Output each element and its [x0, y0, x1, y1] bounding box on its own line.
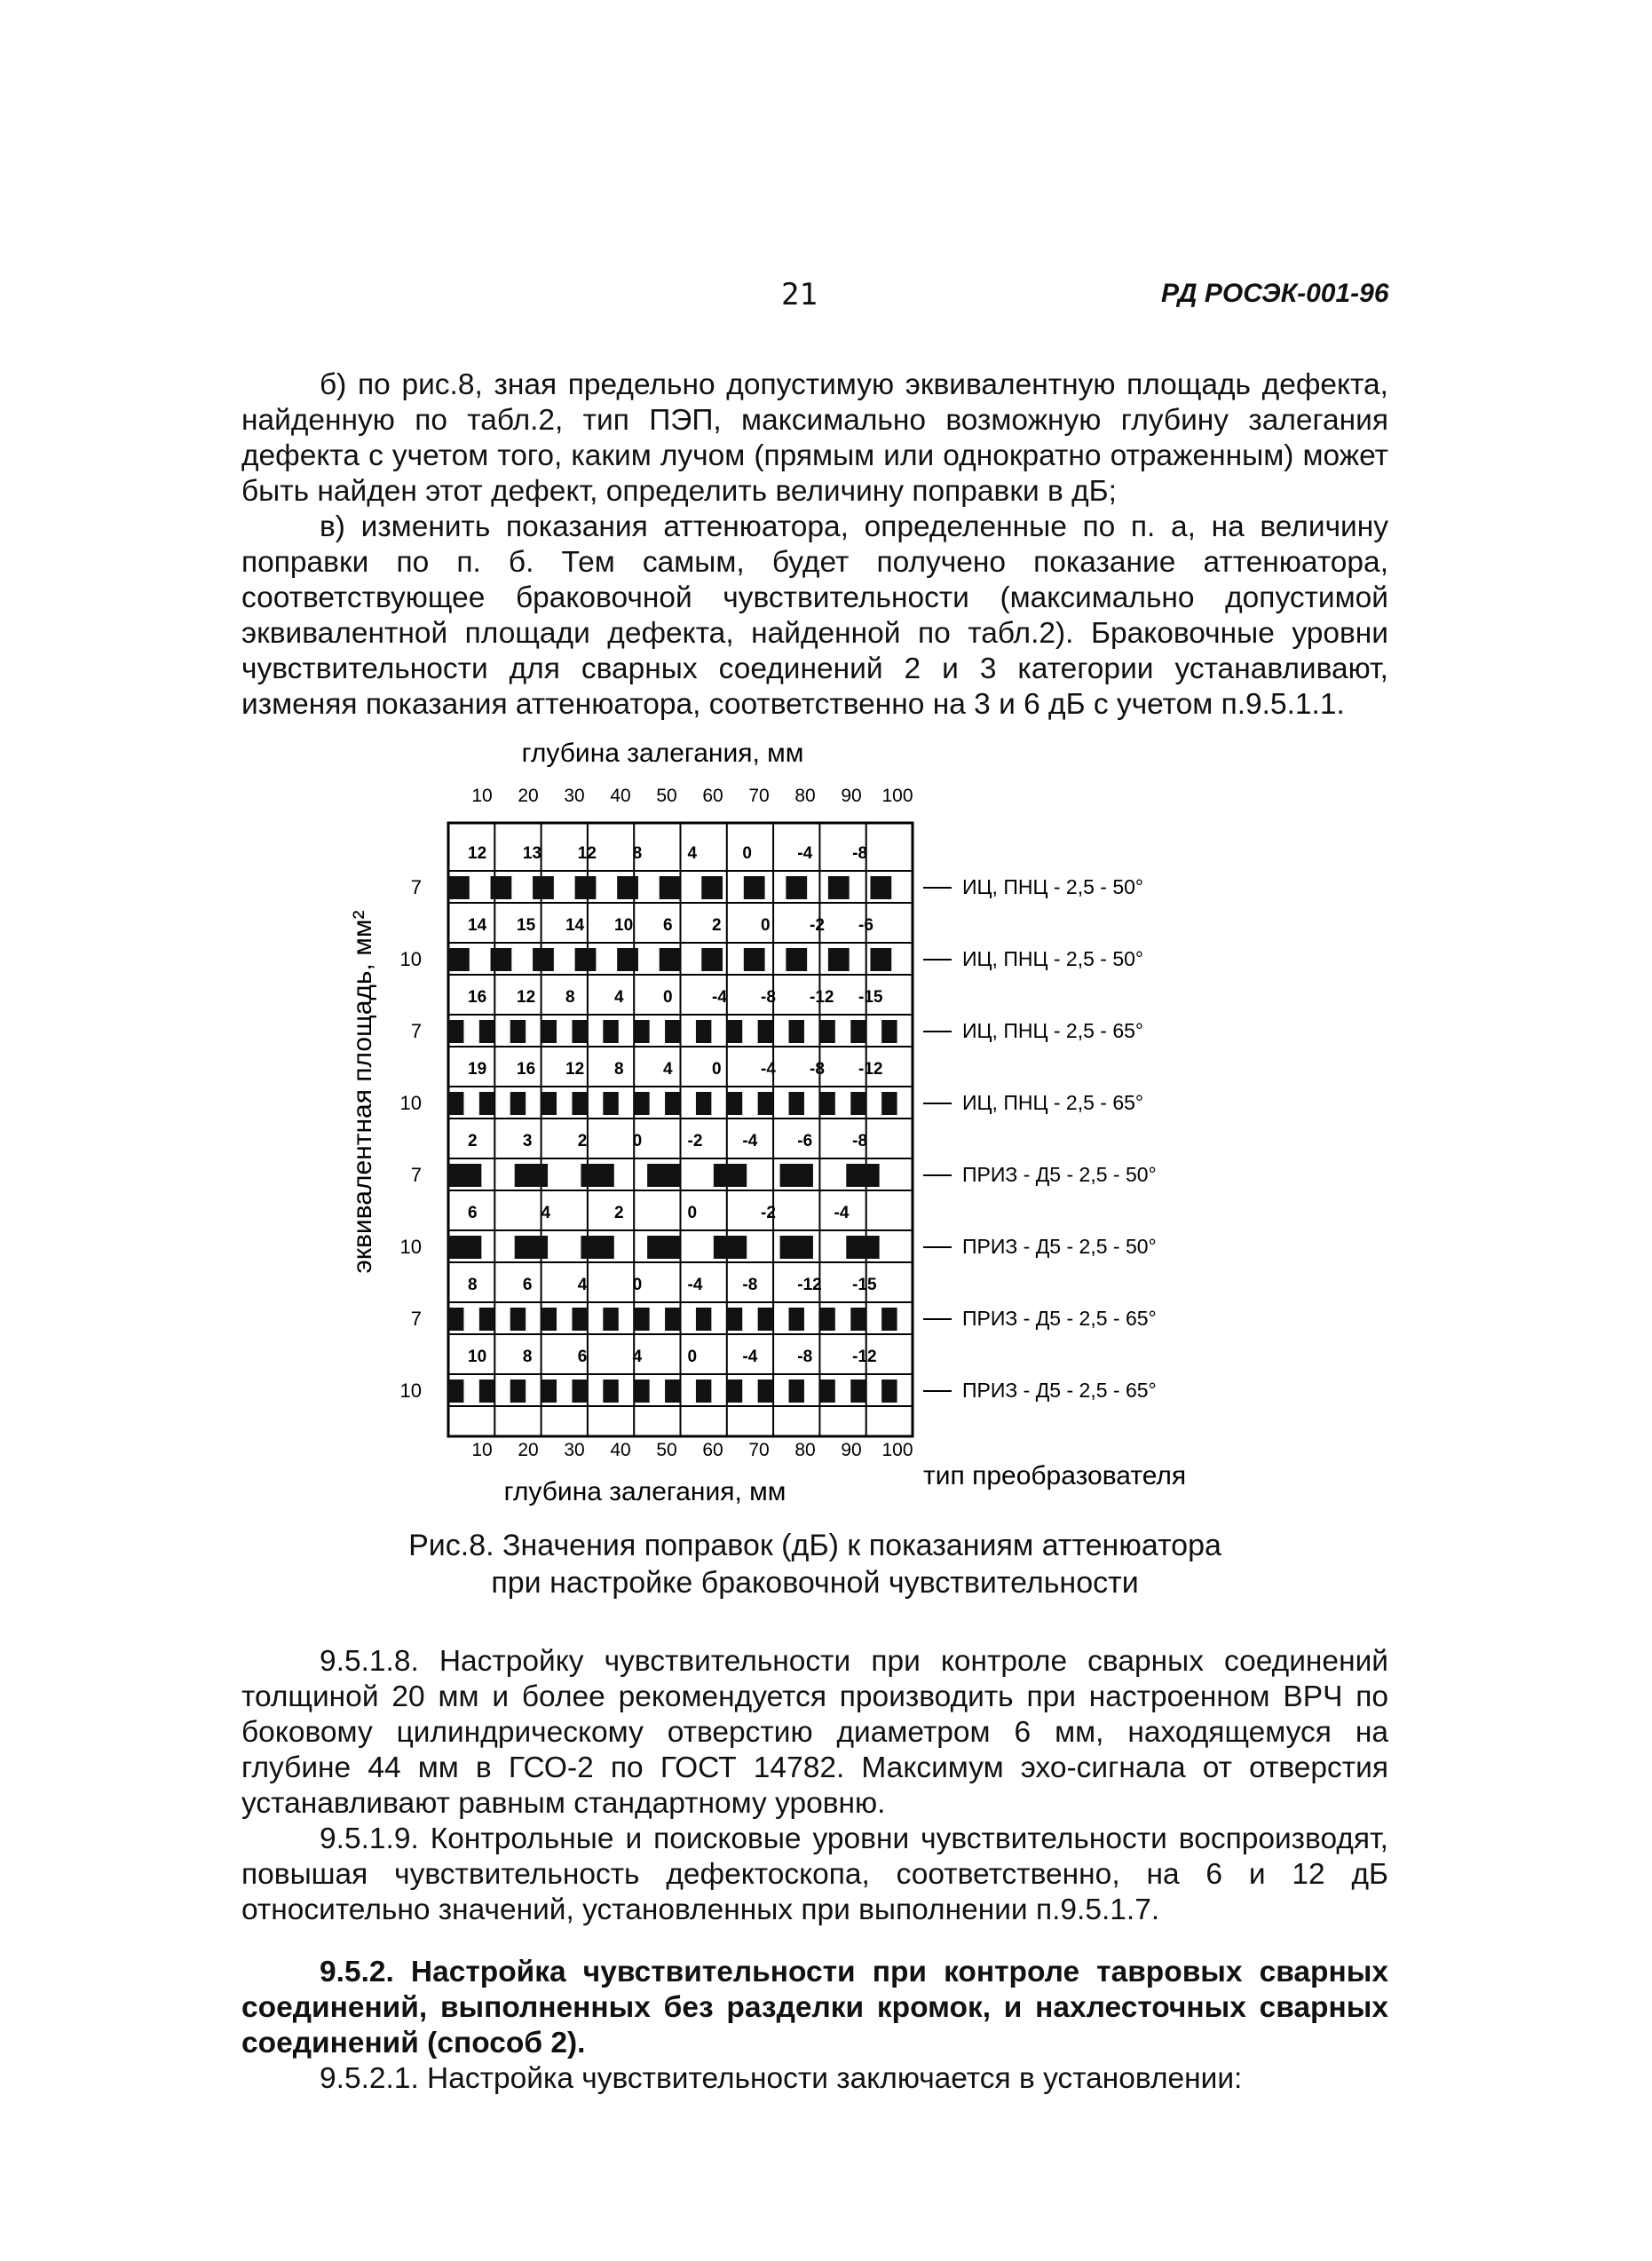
bar-segment: [603, 1380, 618, 1403]
correction-value: -8: [761, 988, 776, 1007]
top-tick-label: 20: [518, 786, 539, 806]
probe-type: ИЦ, ПНЦ - 2,5 - 50°: [962, 875, 1144, 898]
top-tick-label: 90: [841, 786, 862, 806]
area-label: 10: [399, 1236, 422, 1258]
correction-value: -8: [742, 1276, 758, 1294]
correction-value: 0: [687, 1204, 698, 1222]
bottom-tick-label: 60: [702, 1440, 723, 1460]
correction-value: 4: [577, 1276, 588, 1294]
bar-segment: [510, 1308, 526, 1331]
bar-segment: [819, 1020, 834, 1043]
caption-line-1: Рис.8. Значения поправок (дБ) к показаниям аттенюатора: [408, 1529, 1221, 1562]
section-heading-9-5-2: 9.5.2. Настройка чувствительности при контроле тавровых сварных соединений, выполненных без разделки кромок, и нахлесточных сварных соединений (способ 2).: [241, 1956, 1388, 2059]
probe-type: ПРИЗ - Д5 - 2,5 - 65°: [962, 1307, 1157, 1330]
caption-line-2: при настройке браковочной чувствительности: [491, 1566, 1139, 1600]
bar-segment: [828, 948, 850, 971]
correction-value: -4: [742, 1132, 758, 1150]
correction-value: 4: [663, 1060, 673, 1079]
bar-segment: [846, 1236, 879, 1259]
correction-value: 16: [517, 1060, 536, 1079]
bar-segment: [510, 1092, 526, 1115]
correction-value: -2: [810, 916, 825, 935]
correction-value: 3: [522, 1132, 533, 1150]
bar-segment: [744, 876, 765, 899]
correction-value: -4: [712, 988, 727, 1007]
correction-value: 6: [468, 1204, 478, 1222]
correction-value: 4: [687, 844, 698, 863]
bar-segment: [786, 876, 807, 899]
middle-paragraphs: [241, 1644, 1388, 1928]
bar-segment: [541, 1020, 557, 1043]
bar-segment: [575, 876, 597, 899]
bar-segment: [789, 1380, 804, 1403]
bottom-axis-title: глубина залегания, мм: [503, 1477, 786, 1506]
correction-value: -12: [858, 1060, 883, 1079]
paragraph-9-5-1-8: 9.5.1.8. Настройку чувствительности при контроле сварных соединений толщиной 20 мм и более рекомендуется производить при настроенном ВРЧ по боковому цилиндрическому отверстию диаметром 6 мм, находящемуся на глубине 44 мм в ГСО-2 по ГОСТ 14782. Максимум эхо-сигнала от отверстия устанавливают равным стандартному уровню.: [241, 1645, 1388, 1820]
bar-segment: [744, 948, 765, 971]
probe-type: ПРИЗ - Д5 - 2,5 - 50°: [962, 1235, 1157, 1258]
bar-segment: [572, 1020, 587, 1043]
paragraph-9-5-1-9: 9.5.1.9. Контрольные и поисковые уровни чувствительности воспроизводят, повышая чувствительность дефектоскопа, соответственно, на 6 и 12 дБ относительно значений, установленных при выполнении п.9.5.1.7.: [241, 1822, 1388, 1926]
correction-value: 4: [632, 1348, 643, 1366]
bar-segment: [758, 1308, 773, 1331]
bar-segment: [727, 1308, 742, 1331]
bar-segment: [448, 1020, 463, 1043]
bar-segment: [665, 1380, 680, 1403]
bar-segment: [510, 1020, 526, 1043]
bar-segment: [870, 948, 891, 971]
bar-segment: [696, 1092, 711, 1115]
bar-segment: [758, 1380, 773, 1403]
bar-segment: [780, 1164, 813, 1187]
correction-value: -8: [852, 844, 868, 863]
bar-segment: [647, 1236, 680, 1259]
bar-segment: [850, 1380, 866, 1403]
bar-segment: [479, 1380, 494, 1403]
bar-segment: [581, 1164, 613, 1187]
bottom-tick-label: 50: [656, 1440, 677, 1460]
bottom-section: [241, 1955, 1388, 2097]
bar-segment: [881, 1020, 897, 1043]
correction-value: 15: [517, 916, 536, 935]
bar-segment: [819, 1092, 834, 1115]
bottom-tick-label: 40: [610, 1440, 631, 1460]
correction-value: 13: [522, 844, 542, 863]
bar-segment: [603, 1308, 618, 1331]
correction-value: -2: [761, 1204, 776, 1222]
bar-segment: [665, 1308, 680, 1331]
page-number: 21: [781, 277, 818, 312]
bar-segment: [448, 948, 470, 971]
correction-value: 4: [541, 1204, 551, 1222]
bar-segment: [603, 1020, 618, 1043]
bar-segment: [701, 876, 723, 899]
paragraph-b: б) по рис.8, зная предельно допустимую эквивалентную площадь дефекта, найденную по табл.2, тип ПЭП, максимально возможную глубину залегания дефекта с учетом того, каким лучом (прямым или однократно отраженным) может быть найден этот дефект, определить величину поправки в дБ;: [241, 368, 1388, 508]
top-tick-label: 30: [564, 786, 585, 806]
bar-segment: [714, 1236, 747, 1259]
bar-segment: [850, 1092, 866, 1115]
correction-value: 4: [614, 988, 624, 1007]
correction-value: 12: [468, 844, 487, 863]
top-tick-label: 10: [471, 786, 493, 806]
bottom-tick-label: 80: [794, 1440, 816, 1460]
bar-segment: [634, 1020, 649, 1043]
area-label: 7: [410, 1164, 422, 1186]
correction-value: -12: [852, 1348, 877, 1366]
bar-segment: [881, 1308, 897, 1331]
bar-segment: [572, 1092, 587, 1115]
bar-segment: [789, 1308, 804, 1331]
bar-segment: [727, 1020, 742, 1043]
correction-value: -4: [761, 1060, 776, 1079]
correction-value: -4: [687, 1276, 703, 1294]
bar-segment: [714, 1164, 747, 1187]
correction-value: 8: [614, 1060, 624, 1079]
bar-segment: [881, 1092, 897, 1115]
bar-segment: [850, 1308, 866, 1331]
correction-value: 8: [565, 988, 575, 1007]
bar-segment: [603, 1092, 618, 1115]
top-tick-label: 100: [881, 786, 913, 806]
bar-segment: [541, 1380, 557, 1403]
correction-value: -15: [858, 988, 883, 1007]
correction-value: -8: [810, 1060, 825, 1079]
paragraph-v: в) изменить показания аттенюатора, определенные по п. а, на величину поправки по п. б. Тем самым, будет получено показание аттенюатора, соответствующее браковочной чувствительности (максимально допустимой эквивалентной площади дефекта, найденной по табл.2). Браковочные уровни чувствительности для сварных соединений 2 и 3 категории устанавливают, изменяя показания аттенюатора, соответственно на 3 и 6 дБ с учетом п.9.5.1.1.: [241, 510, 1388, 721]
correction-value: 0: [687, 1348, 698, 1366]
correction-value: 0: [712, 1060, 722, 1079]
area-label: 7: [410, 876, 422, 898]
paragraph-9-5-2-1: 9.5.2.1. Настройка чувствительности заключается в установлении:: [320, 2062, 1243, 2095]
document-code: РД РОСЭК-001-96: [1161, 279, 1389, 308]
bottom-tick-label: 20: [518, 1440, 539, 1460]
correction-value: 2: [614, 1204, 624, 1222]
bar-segment: [881, 1380, 897, 1403]
correction-value: -8: [797, 1348, 813, 1366]
correction-value: 6: [577, 1348, 588, 1366]
correction-value: -6: [858, 916, 873, 935]
correction-value: 0: [632, 1132, 643, 1150]
bottom-tick-label: 10: [471, 1440, 493, 1460]
correction-value: 2: [577, 1132, 588, 1150]
correction-value: 12: [577, 844, 597, 863]
bar-segment: [510, 1380, 526, 1403]
correction-value: 8: [522, 1348, 533, 1366]
correction-value: -6: [797, 1132, 813, 1150]
top-tick-label: 60: [702, 786, 723, 806]
bar-segment: [696, 1380, 711, 1403]
bar-segment: [701, 948, 723, 971]
top-tick-label: 50: [656, 786, 677, 806]
probe-type: ИЦ, ПНЦ - 2,5 - 50°: [962, 947, 1144, 970]
top-tick-label: 40: [610, 786, 631, 806]
bar-segment: [448, 876, 470, 899]
area-label: 10: [399, 948, 422, 970]
correction-value: 2: [468, 1132, 478, 1150]
correction-value: 10: [614, 916, 634, 935]
bar-segment: [491, 948, 512, 971]
correction-value: -12: [797, 1276, 822, 1294]
probe-type-label: тип преобразователя: [923, 1461, 1187, 1490]
bar-segment: [634, 1308, 649, 1331]
correction-value: 2: [712, 916, 722, 935]
correction-value: 0: [742, 844, 752, 863]
bar-segment: [758, 1020, 773, 1043]
correction-value: -15: [852, 1276, 877, 1294]
bar-segment: [479, 1020, 494, 1043]
correction-value: -4: [834, 1204, 850, 1222]
bar-segment: [479, 1308, 494, 1331]
top-tick-label: 80: [794, 786, 816, 806]
bar-segment: [634, 1380, 649, 1403]
correction-value: 14: [565, 916, 585, 935]
bar-segment: [727, 1092, 742, 1115]
correction-value: -2: [687, 1132, 703, 1150]
bar-segment: [665, 1020, 680, 1043]
bar-segment: [727, 1380, 742, 1403]
bar-segment: [780, 1236, 813, 1259]
correction-value: 8: [468, 1276, 478, 1294]
bar-segment: [491, 876, 512, 899]
bar-segment: [515, 1236, 548, 1259]
area-label: 7: [410, 1020, 422, 1042]
bar-segment: [660, 948, 681, 971]
correction-value: 0: [632, 1276, 643, 1294]
bar-segment: [789, 1092, 804, 1115]
area-label: 10: [399, 1092, 422, 1114]
bar-segment: [448, 1164, 481, 1187]
bar-segment: [786, 948, 807, 971]
correction-value: 12: [517, 988, 536, 1007]
bottom-tick-label: 100: [881, 1440, 913, 1460]
bar-segment: [515, 1164, 548, 1187]
correction-value: 19: [468, 1060, 487, 1079]
bar-segment: [448, 1236, 481, 1259]
correction-value: 8: [632, 844, 643, 863]
bar-segment: [870, 876, 891, 899]
bar-segment: [479, 1092, 494, 1115]
correction-value: 14: [468, 916, 487, 935]
bar-segment: [665, 1092, 680, 1115]
bar-segment: [448, 1380, 463, 1403]
bar-segment: [758, 1092, 773, 1115]
figure-caption: [241, 1527, 1388, 1601]
bar-segment: [660, 876, 681, 899]
correction-value: 0: [761, 916, 771, 935]
bottom-tick-label: 30: [564, 1440, 585, 1460]
correction-value: -4: [742, 1348, 758, 1366]
bar-segment: [846, 1164, 879, 1187]
bottom-tick-label: 90: [841, 1440, 862, 1460]
correction-value: 0: [663, 988, 673, 1007]
bar-segment: [448, 1308, 463, 1331]
area-label: 10: [399, 1380, 422, 1402]
left-axis-title: эквивалентная площадь, мм²: [348, 910, 377, 1274]
bar-segment: [541, 1308, 557, 1331]
correction-value: 16: [468, 988, 487, 1007]
bottom-tick-label: 70: [748, 1440, 770, 1460]
bar-segment: [541, 1092, 557, 1115]
bar-segment: [572, 1308, 587, 1331]
bar-segment: [617, 876, 638, 899]
bar-segment: [575, 948, 597, 971]
correction-value: -8: [852, 1132, 868, 1150]
correction-value: -4: [797, 844, 813, 863]
bar-segment: [617, 948, 638, 971]
correction-value: 6: [663, 916, 673, 935]
bar-segment: [533, 876, 554, 899]
bar-segment: [572, 1380, 587, 1403]
bar-segment: [819, 1380, 834, 1403]
area-label: 7: [410, 1308, 422, 1330]
bar-segment: [647, 1164, 680, 1187]
bar-segment: [819, 1308, 834, 1331]
probe-type: ИЦ, ПНЦ - 2,5 - 65°: [962, 1019, 1144, 1042]
correction-value: 10: [468, 1348, 487, 1366]
top-tick-label: 70: [748, 786, 770, 806]
probe-type: ПРИЗ - Д5 - 2,5 - 65°: [962, 1379, 1157, 1402]
bar-segment: [448, 1092, 463, 1115]
correction-value: 6: [522, 1276, 533, 1294]
bar-segment: [789, 1020, 804, 1043]
top-axis-title: глубина залегания, мм: [521, 739, 804, 768]
probe-type: ПРИЗ - Д5 - 2,5 - 50°: [962, 1163, 1157, 1186]
correction-value: 12: [565, 1060, 585, 1079]
bar-segment: [850, 1020, 866, 1043]
bar-segment: [696, 1308, 711, 1331]
bar-segment: [581, 1236, 613, 1259]
probe-type: ИЦ, ПНЦ - 2,5 - 65°: [962, 1091, 1144, 1114]
bar-segment: [828, 876, 850, 899]
correction-value: -12: [810, 988, 834, 1007]
bar-segment: [696, 1020, 711, 1043]
bar-segment: [533, 948, 554, 971]
bar-segment: [634, 1092, 649, 1115]
